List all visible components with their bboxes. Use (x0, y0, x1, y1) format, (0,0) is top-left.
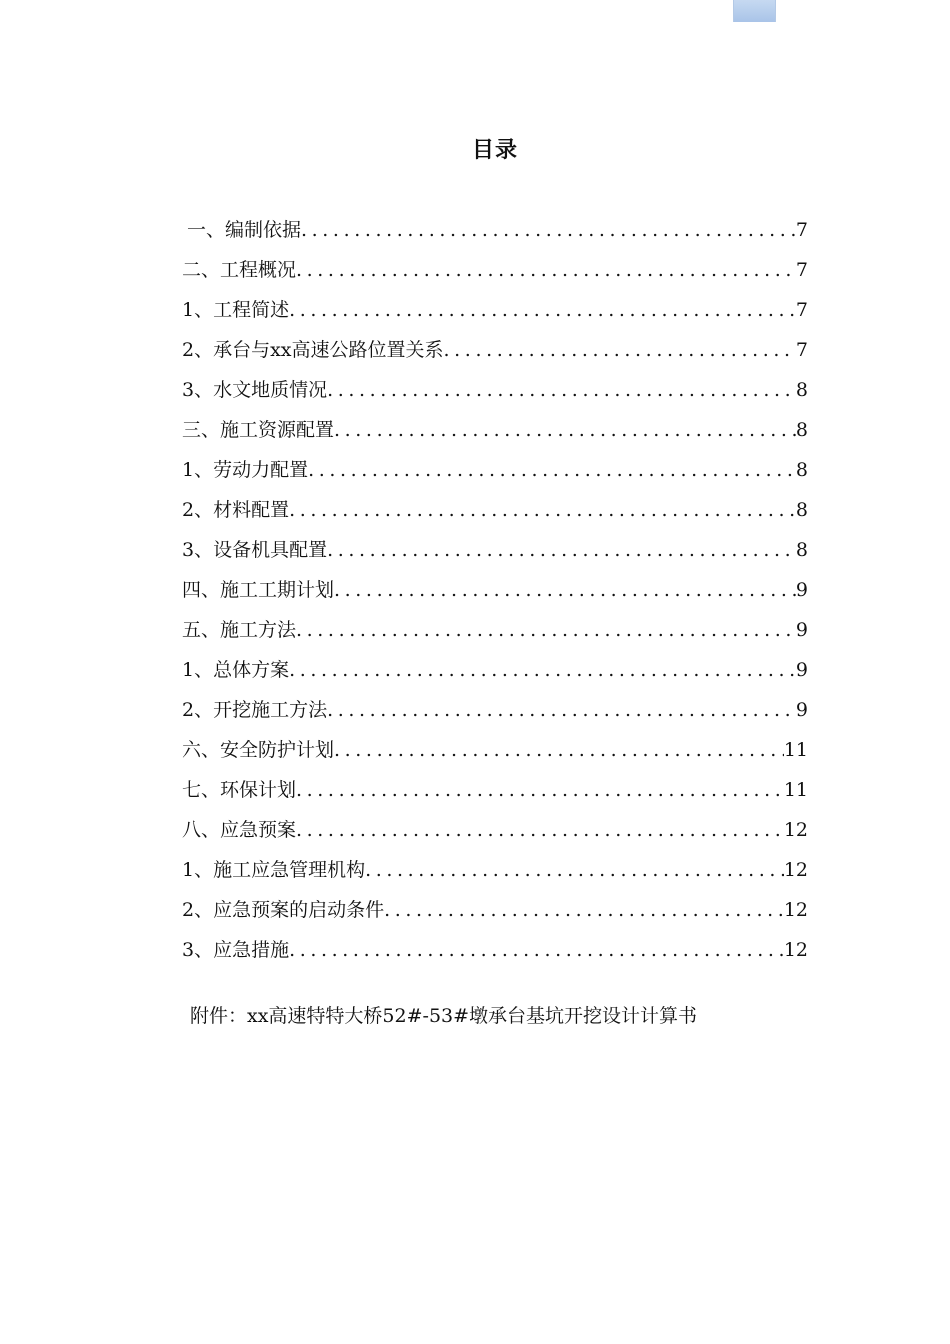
toc-entry-text: 3、应急措施 (182, 939, 290, 961)
toc-leader-dots (308, 454, 796, 486)
attachment-note: 附件：xx高速特特大桥52#-53#墩承台基坑开挖设计计算书 (190, 1005, 698, 1027)
toc-page-number: 12 (783, 899, 808, 921)
toc-leader-dots (289, 294, 796, 326)
toc-leader-dots (444, 334, 796, 366)
toc-entry[interactable] (182, 894, 808, 934)
toc-entry-text: 2、材料配置 (182, 499, 290, 521)
toc-entry[interactable] (182, 374, 808, 414)
toc-leader-dots (327, 534, 796, 566)
toc-entry[interactable] (182, 494, 808, 534)
toc-leader-dots (327, 374, 796, 406)
toc-entry[interactable] (182, 254, 808, 294)
toc-entry[interactable] (182, 694, 808, 734)
toc-entry-text: 1、劳动力配置 (182, 459, 309, 481)
toc-entry-text: 二、工程概况 (182, 259, 297, 281)
toc-page-number: 8 (795, 539, 808, 561)
toc-entry[interactable] (182, 614, 808, 654)
toc-page-number: 12 (783, 819, 808, 841)
toc-page-number: 7 (795, 219, 808, 241)
toc-entry-text: 2、承台与xx高速公路位置关系 (182, 339, 444, 361)
toc-entry-text: 3、水文地质情况 (182, 379, 328, 401)
toc-entry[interactable] (182, 934, 808, 974)
toc-leader-dots (289, 494, 796, 526)
toc-leader-dots (296, 814, 784, 846)
toc-entry[interactable] (182, 334, 808, 374)
toc-page-number: 8 (795, 379, 808, 401)
toc-leader-dots (334, 734, 784, 766)
toc-entry[interactable] (182, 734, 808, 774)
toc-entry[interactable] (182, 454, 808, 494)
toc-page-number: 12 (783, 859, 808, 881)
toc-entry[interactable] (182, 654, 808, 694)
toc-page-number: 9 (795, 659, 808, 681)
toc-leader-dots (365, 854, 784, 886)
toc-entry-text: 八、应急预案 (182, 819, 297, 841)
toc-page-number: 7 (795, 259, 808, 281)
toc-leader-dots (334, 574, 796, 606)
toc-leader-dots (296, 614, 796, 646)
toc-entry-text: 一、编制依据 (187, 219, 302, 241)
toc-entry[interactable] (182, 574, 808, 614)
toc-page-number: 8 (795, 459, 808, 481)
page-corner-tab (733, 0, 776, 22)
table-of-contents (182, 214, 808, 974)
toc-entry[interactable] (182, 294, 808, 334)
toc-leader-dots (334, 414, 796, 446)
toc-leader-dots (301, 214, 796, 246)
toc-entry-text: 三、施工资源配置 (182, 419, 335, 441)
toc-leader-dots (296, 774, 784, 806)
toc-page-number: 7 (795, 339, 808, 361)
toc-entry-text: 1、施工应急管理机构 (182, 859, 366, 881)
toc-leader-dots (384, 894, 784, 926)
toc-entry-text: 3、设备机具配置 (182, 539, 328, 561)
toc-entry-text: 1、总体方案 (182, 659, 290, 681)
toc-entry-text: 七、环保计划 (182, 779, 297, 801)
toc-page-number: 9 (795, 619, 808, 641)
toc-leader-dots (289, 934, 784, 966)
toc-entry[interactable] (182, 534, 808, 574)
toc-title: 目录 (471, 138, 518, 163)
toc-entry-text: 1、工程简述 (182, 299, 290, 321)
toc-entry[interactable] (182, 214, 808, 254)
toc-leader-dots (296, 254, 796, 286)
toc-entry-text: 六、安全防护计划 (182, 739, 335, 761)
toc-leader-dots (327, 694, 796, 726)
toc-entry[interactable] (182, 774, 808, 814)
toc-entry-text: 五、施工方法 (182, 619, 297, 641)
toc-page-number: 8 (795, 419, 808, 441)
toc-page-number: 7 (795, 299, 808, 321)
toc-entry[interactable] (182, 414, 808, 454)
toc-entry-text: 四、施工工期计划 (182, 579, 335, 601)
toc-entry[interactable] (182, 854, 808, 894)
toc-page-number: 11 (783, 779, 808, 801)
toc-entry-text: 2、开挖施工方法 (182, 699, 328, 721)
toc-entry-text: 2、应急预案的启动条件 (182, 899, 385, 921)
toc-entry[interactable] (182, 814, 808, 854)
toc-page-number: 11 (783, 739, 808, 761)
toc-leader-dots (289, 654, 796, 686)
toc-page-number: 9 (795, 699, 808, 721)
toc-page-number: 9 (795, 579, 808, 601)
toc-page-number: 8 (795, 499, 808, 521)
toc-page-number: 12 (783, 939, 808, 961)
